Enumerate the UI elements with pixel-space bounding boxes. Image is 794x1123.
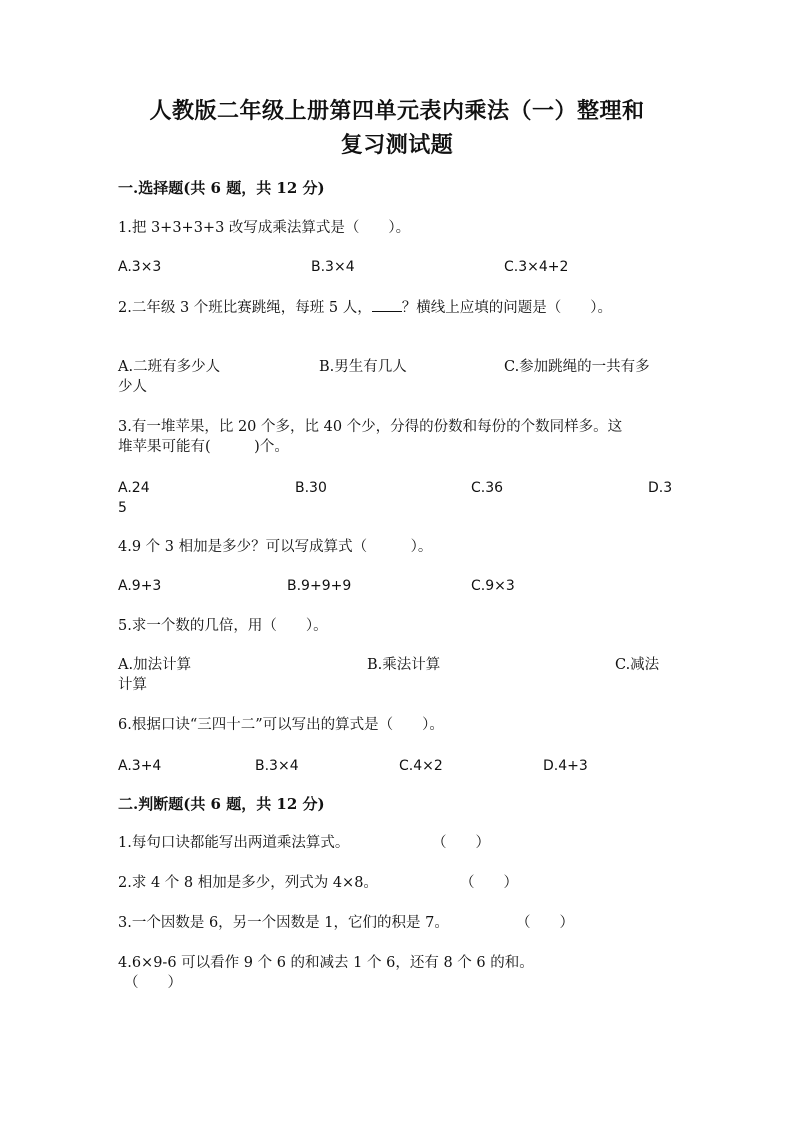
q1-5-option-a: A.加法计算 bbox=[118, 657, 192, 673]
q1-6-option-a: A.3+4 bbox=[118, 758, 162, 774]
question-1-4: 4.9 个 3 相加是多少？可以写成算式（ ）。 bbox=[118, 539, 433, 555]
q1-1-option-a: A.3×3 bbox=[118, 259, 162, 275]
question-1-6: 6.根据口诀“三四十二”可以写出的算式是（ ）。 bbox=[118, 717, 444, 733]
q1-2-option-c: C.参加跳绳的一共有多 bbox=[504, 359, 650, 375]
q1-2-option-c-continued: 少人 bbox=[118, 379, 147, 395]
q1-5-option-b: B.乘法计算 bbox=[367, 657, 441, 673]
question-1-2 bbox=[118, 297, 612, 318]
question-2-3: 3.一个因数是 6，另一个因数是 1，它们的积是 7。 bbox=[118, 915, 449, 931]
question-2-4: 4.6×9-6 可以看作 9 个 6 的和减去 1 个 6，还有 8 个 6 的和。 bbox=[118, 955, 534, 971]
q1-5-option-c-continued: 计算 bbox=[118, 677, 147, 693]
q1-4-option-a: A.9+3 bbox=[118, 578, 162, 594]
q1-6-option-d: D.4+3 bbox=[543, 758, 588, 774]
question-1-3-line-2: 堆苹果可能有( )个。 bbox=[118, 439, 289, 455]
section-2-heading: 二.判断题(共 6 题，共 12 分) bbox=[118, 795, 325, 813]
q1-6-option-b: B.3×4 bbox=[255, 758, 299, 774]
q1-2-text-before: 2.二年级 3 个班比赛跳绳，每班 5 人， bbox=[118, 300, 372, 316]
answer-blank bbox=[372, 297, 402, 312]
page-title bbox=[110, 94, 684, 162]
q2-2-answer-paren: （ ） bbox=[460, 875, 518, 891]
q2-3-answer-paren: （ ） bbox=[516, 915, 574, 931]
q1-3-option-d-continued: 5 bbox=[118, 500, 127, 516]
q1-4-option-c: C.9×3 bbox=[471, 578, 515, 594]
q1-1-option-b: B.3×4 bbox=[311, 259, 355, 275]
question-1-5: 5.求一个数的几倍，用（ ）。 bbox=[118, 618, 328, 634]
section-1-heading: 一.选择题(共 6 题，共 12 分) bbox=[118, 179, 325, 197]
question-1-3-line-1: 3.有一堆苹果，比 20 个多，比 40 个少，分得的份数和每份的个数同样多。这 bbox=[118, 419, 623, 435]
q1-6-option-c: C.4×2 bbox=[399, 758, 443, 774]
title-line-1: 人教版二年级上册第四单元表内乘法（一）整理和 bbox=[149, 98, 645, 124]
q1-2-option-a: A.二班有多少人 bbox=[118, 359, 221, 375]
q1-3-option-a: A.24 bbox=[118, 480, 150, 496]
q1-2-option-b: B.男生有几人 bbox=[319, 359, 407, 375]
question-1-1: 1.把 3+3+3+3 改写成乘法算式是（ ）。 bbox=[118, 220, 411, 236]
q1-5-option-c: C.减法 bbox=[615, 657, 660, 673]
q1-4-option-b: B.9+9+9 bbox=[287, 578, 352, 594]
q1-3-option-d: D.3 bbox=[648, 480, 673, 496]
q2-1-answer-paren: （ ） bbox=[432, 835, 490, 851]
title-line-2: 复习测试题 bbox=[340, 132, 454, 158]
q1-1-option-c: C.3×4+2 bbox=[504, 259, 569, 275]
q1-2-text-after: ？横线上应填的问题是（ ）。 bbox=[401, 300, 612, 316]
question-2-2: 2.求 4 个 8 相加是多少，列式为 4×8。 bbox=[118, 875, 378, 891]
q1-3-option-c: C.36 bbox=[471, 480, 504, 496]
q1-3-option-b: B.30 bbox=[295, 480, 327, 496]
question-2-1: 1.每句口诀都能写出两道乘法算式。 bbox=[118, 835, 350, 851]
q2-4-answer-paren: （ ） bbox=[124, 975, 182, 991]
